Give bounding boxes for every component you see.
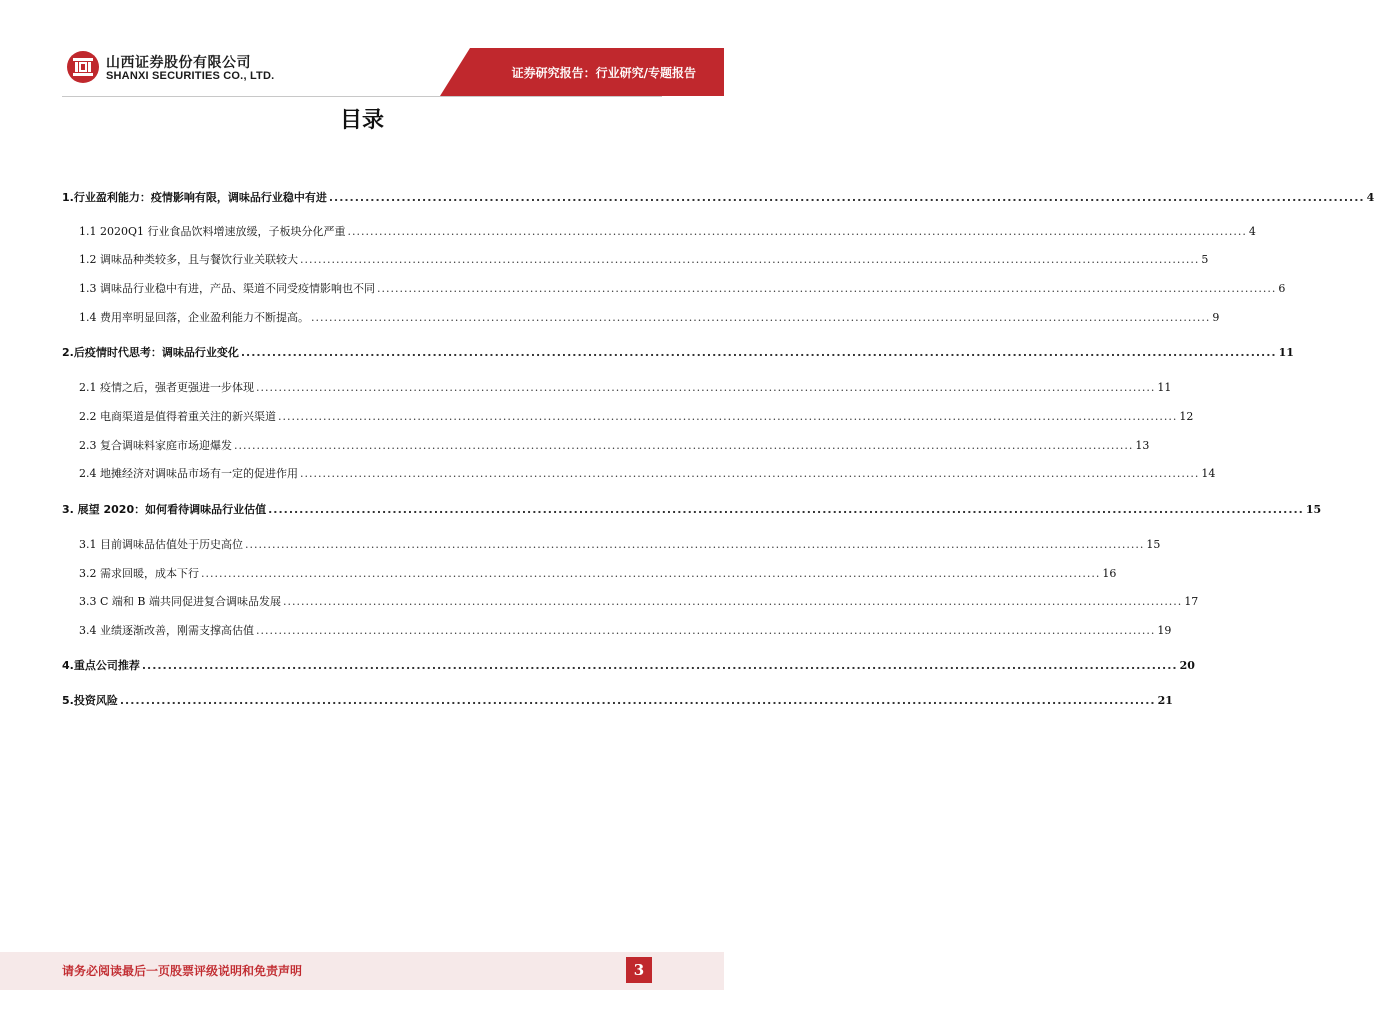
toc-dot-leader: ........................................................................................................................................................................................................ — [300, 467, 1200, 480]
toc-section-entry[interactable] — [62, 189, 1374, 205]
toc-page-number: 6 — [1278, 282, 1286, 295]
toc-dot-leader: ........................................................................................................................................................................................................ — [268, 503, 1304, 516]
disclaimer-text: 请务必阅读最后一页股票评级说明和免责声明 — [62, 964, 303, 978]
toc-subsection-entry[interactable] — [79, 622, 1172, 638]
toc-page-number: 11 — [1278, 346, 1294, 359]
toc-dot-leader: ........................................................................................................................................................................................................ — [245, 538, 1145, 551]
toc-dot-leader: ........................................................................................................................................................................................................ — [300, 253, 1200, 266]
toc-subsection-entry[interactable] — [79, 223, 1256, 239]
toc-entry-title: 2.3 复合调味料家庭市场迎爆发 — [79, 439, 232, 452]
company-name-cn: 山西证券股份有限公司 — [106, 55, 251, 71]
toc-entry-title: 1.行业盈利能力：疫情影响有限，调味品行业稳中有进 — [62, 191, 327, 204]
toc-entry-title: 2.4 地摊经济对调味品市场有一定的促进作用 — [79, 467, 298, 480]
toc-entry-title: 4.重点公司推荐 — [62, 659, 140, 672]
toc-entry-title: 1.3 调味品行业稳中有进，产品、渠道不同受疫情影响也不同 — [79, 282, 375, 295]
toc-entry-title: 3. 展望 2020：如何看待调味品行业估值 — [62, 503, 267, 516]
toc-entry-title: 1.1 2020Q1 行业食品饮料增速放缓，子板块分化严重 — [79, 225, 346, 238]
toc-entry-title: 5.投资风险 — [62, 694, 118, 707]
toc-page-number: 16 — [1102, 567, 1117, 580]
toc-page-number: 21 — [1157, 694, 1173, 707]
toc-page-number: 20 — [1179, 659, 1195, 672]
toc-subsection-entry[interactable] — [79, 536, 1161, 552]
toc-page-number: 4 — [1248, 225, 1256, 238]
toc-entry-title: 3.3 C 端和 B 端共同促进复合调味品发展 — [79, 595, 281, 608]
toc-page-number: 9 — [1212, 311, 1220, 324]
toc-entry-title: 2.2 电商渠道是值得着重关注的新兴渠道 — [79, 410, 276, 423]
toc-page-number: 13 — [1135, 439, 1150, 452]
toc-subsection-entry[interactable] — [79, 465, 1216, 481]
toc-page-number: 19 — [1157, 624, 1172, 637]
report-type: 证券研究报告：行业研究/专题报告 — [511, 66, 696, 80]
toc-page-number: 15 — [1146, 538, 1161, 551]
company-logo-icon — [66, 50, 100, 84]
toc-entry-title: 1.4 费用率明显回落，企业盈利能力不断提高。 — [79, 311, 309, 324]
toc-subsection-entry[interactable] — [79, 251, 1209, 267]
toc-dot-leader: ........................................................................................................................................................................................................ — [328, 191, 1365, 204]
page-number: 3 — [626, 957, 652, 983]
header-divider — [62, 96, 662, 97]
toc-page-number: 15 — [1305, 503, 1322, 516]
toc-dot-leader: ........................................................................................................................................................................................................ — [347, 225, 1247, 238]
toc-entry-title: 1.2 调味品种类较多，且与餐饮行业关联较大 — [79, 253, 298, 266]
toc-subsection-entry[interactable] — [79, 379, 1172, 395]
toc-dot-leader: ........................................................................................................................................................................................................ — [256, 381, 1156, 394]
toc-dot-leader: ........................................................................................................................................................................................................ — [240, 346, 1277, 359]
toc-page-number: 4 — [1366, 191, 1374, 204]
toc-dot-leader: ........................................................................................................................................................................................................ — [278, 410, 1178, 423]
toc-subsection-entry[interactable] — [79, 593, 1199, 609]
toc-subsection-entry[interactable] — [79, 565, 1117, 581]
toc-dot-leader: ........................................................................................................................................................................................................ — [201, 567, 1101, 580]
toc-entry-title: 3.2 需求回暖，成本下行 — [79, 567, 199, 580]
toc-dot-leader: ........................................................................................................................................................................................................ — [377, 282, 1277, 295]
toc-page-number: 17 — [1184, 595, 1199, 608]
toc-dot-leader: ........................................................................................................................................................................................................ — [311, 311, 1211, 324]
toc-dot-leader: ........................................................................................................................................................................................................ — [282, 595, 1183, 608]
company-name-en: SHANXI SECURITIES CO., LTD. — [106, 70, 275, 82]
toc-page-number: 5 — [1201, 253, 1209, 266]
toc-section-entry[interactable] — [62, 344, 1294, 360]
toc-subsection-entry[interactable] — [79, 408, 1194, 424]
toc-subsection-entry[interactable] — [79, 309, 1220, 325]
page-header — [0, 0, 724, 100]
toc-entry-title: 3.4 业绩逐渐改善，刚需支撑高估值 — [79, 624, 254, 637]
toc-subsection-entry[interactable] — [79, 280, 1286, 296]
toc-dot-leader: ........................................................................................................................................................................................................ — [256, 624, 1156, 637]
toc-entry-title: 2.后疫情时代思考：调味品行业变化 — [62, 346, 239, 359]
toc-subsection-entry[interactable] — [79, 437, 1150, 453]
toc-page-number: 11 — [1157, 381, 1172, 394]
toc-dot-leader: ........................................................................................................................................................................................................ — [119, 694, 1156, 707]
toc-entry-title: 3.1 目前调味品估值处于历史高位 — [79, 538, 243, 551]
toc-dot-leader: ........................................................................................................................................................................................................ — [141, 659, 1178, 672]
toc-section-entry[interactable] — [62, 692, 1173, 708]
toc-page-number: 12 — [1179, 410, 1194, 423]
toc-page-number: 14 — [1201, 467, 1216, 480]
toc-entry-title: 2.1 疫情之后，强者更强进一步体现 — [79, 381, 254, 394]
toc-section-entry[interactable] — [62, 501, 1322, 517]
toc-dot-leader: ........................................................................................................................................................................................................ — [234, 439, 1134, 452]
page-title: 目录 — [339, 108, 384, 133]
toc-section-entry[interactable] — [62, 657, 1195, 673]
